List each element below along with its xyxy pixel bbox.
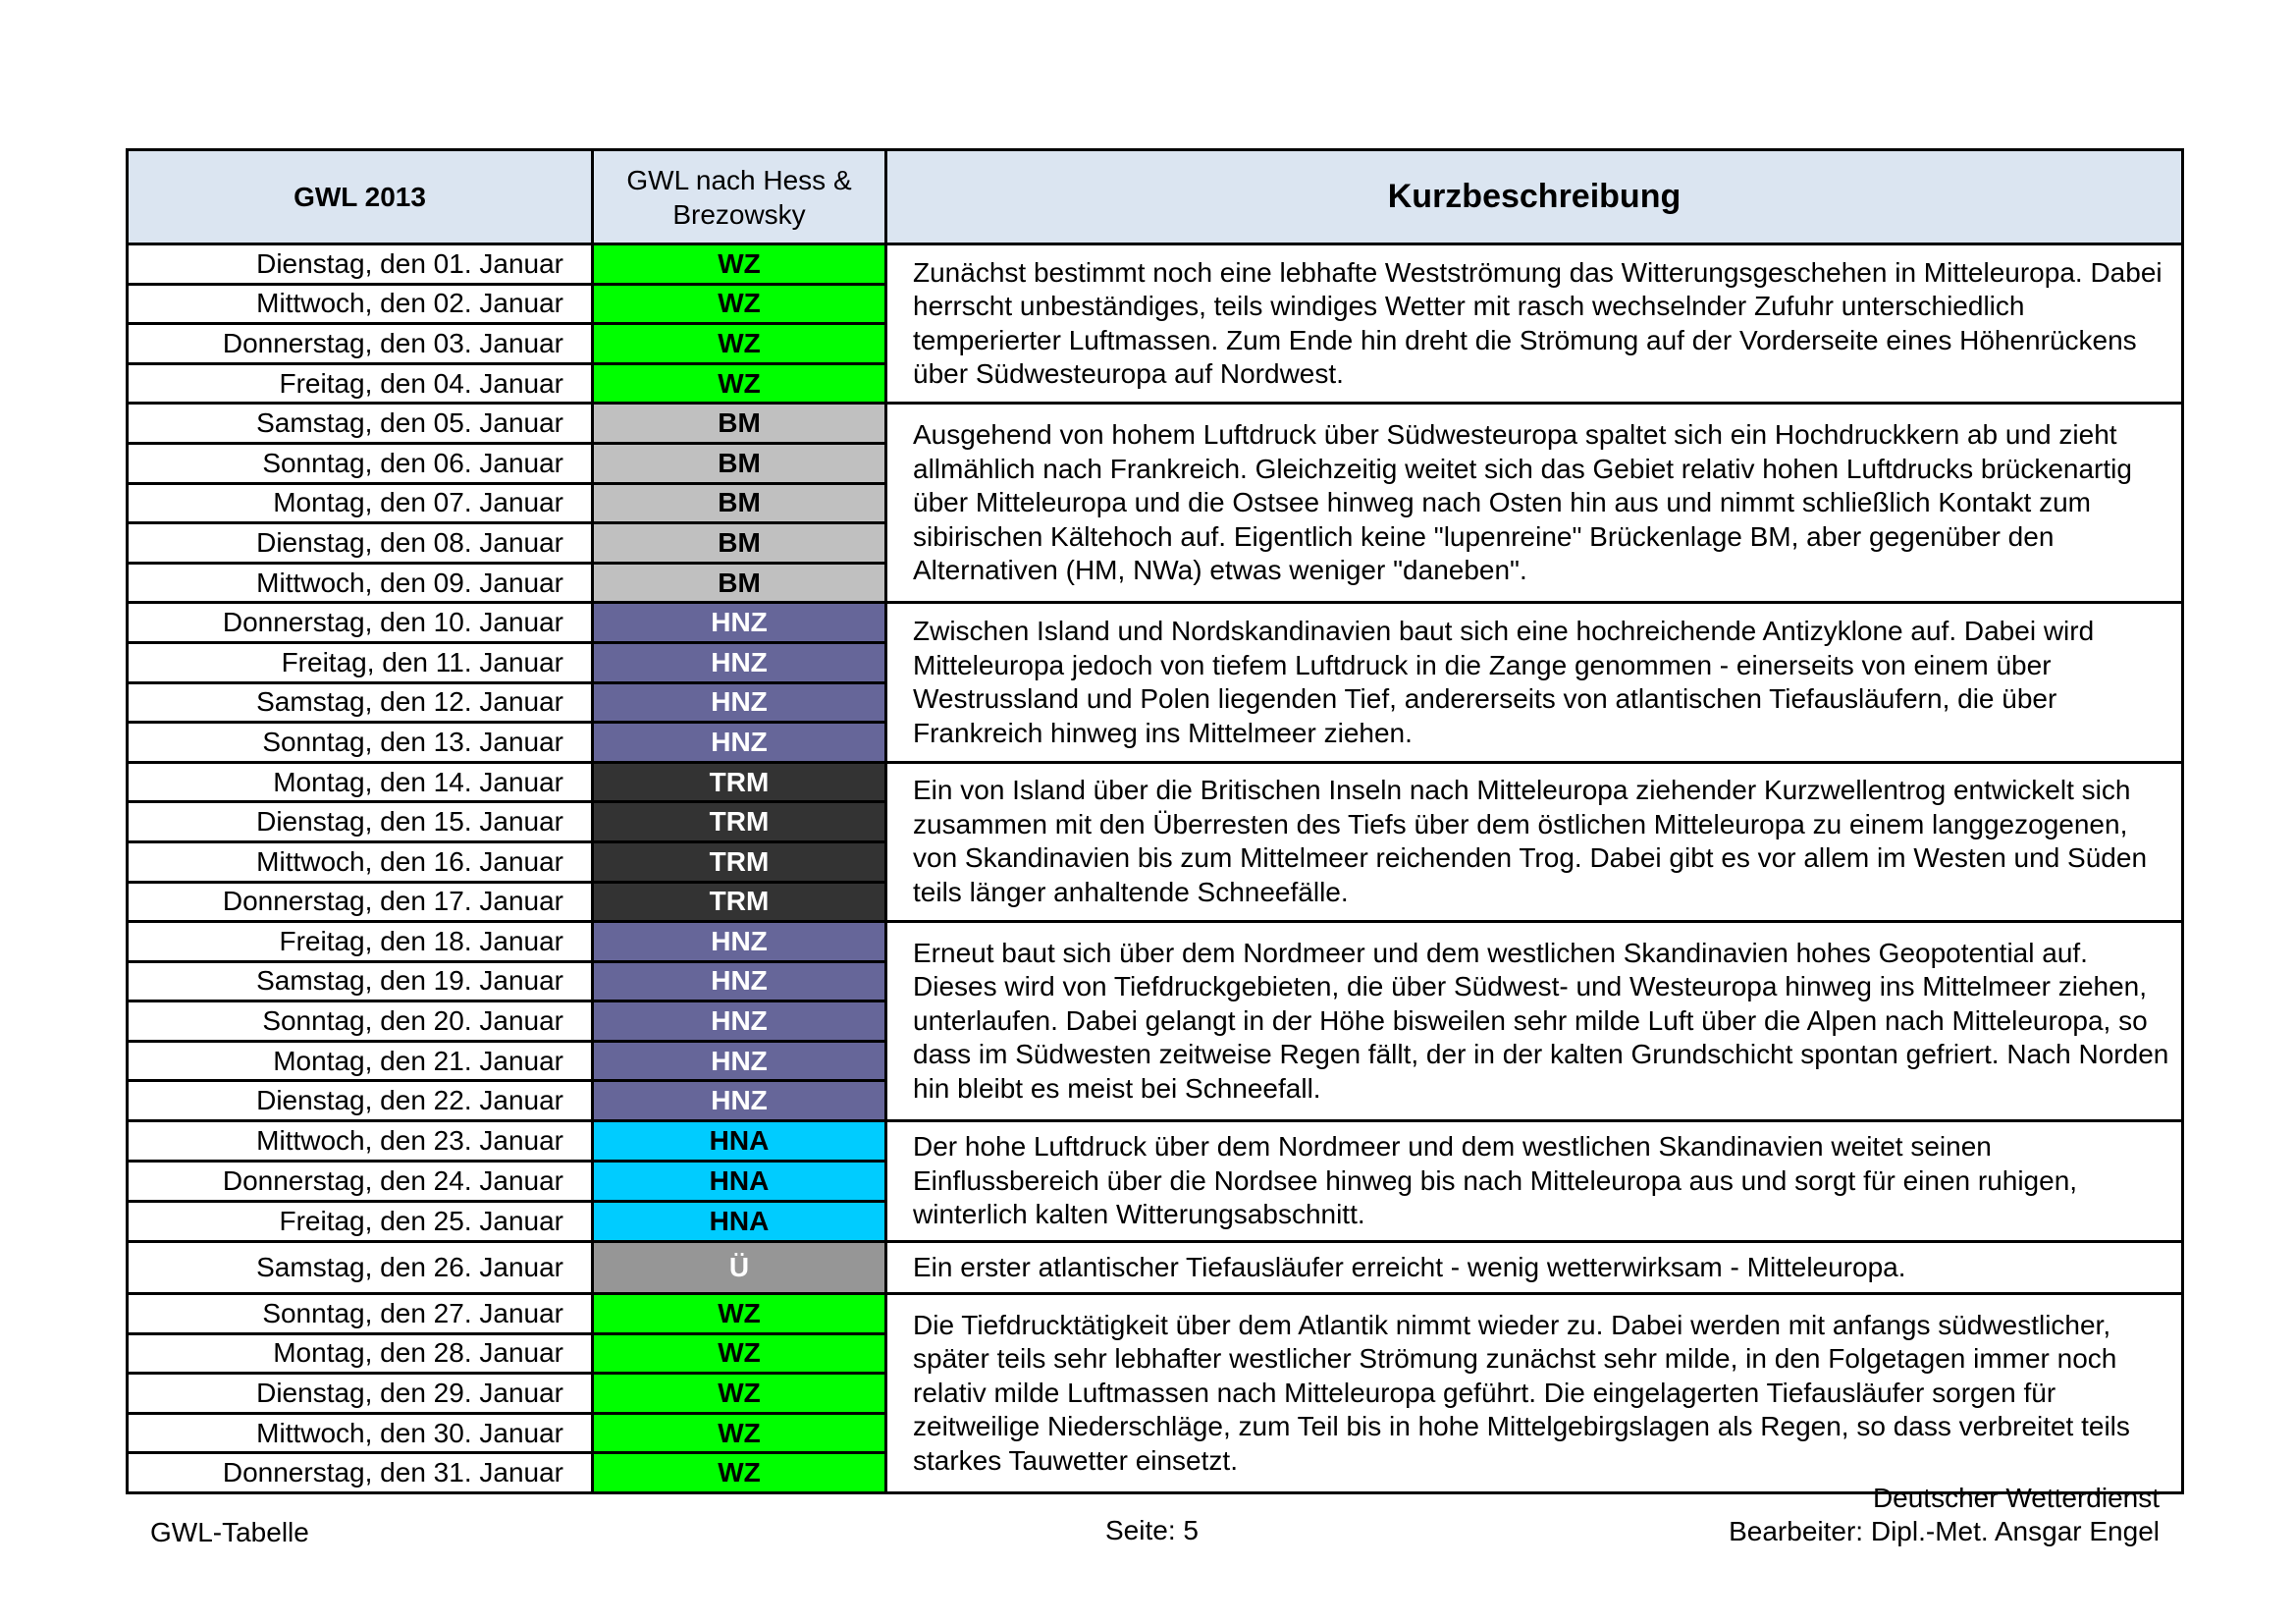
date-cell: Samstag, den 26. Januar — [128, 1241, 593, 1294]
gwl-code-cell: HNA — [593, 1161, 886, 1201]
date-cell: Montag, den 21. Januar — [128, 1041, 593, 1081]
description-cell: Ein von Island über die Britischen Inseln nach Mitteleuropa ziehender Kurzwellentrog entwickelt sich zusammen mit den Überresten des Tiefs über dem östlichen Mitteleuropa zu einem langgezogenen, von Skandinavien bis zum Mittelmeer reichenden Trog. Dabei gibt es vor allem im Westen und Süden teils länger anhaltende Schneefälle. — [886, 762, 2183, 921]
date-cell: Donnerstag, den 31. Januar — [128, 1453, 593, 1493]
date-cell: Dienstag, den 01. Januar — [128, 244, 593, 285]
description-cell: Zunächst bestimmt noch eine lebhafte Westströmung das Witterungsgeschehen in Mitteleuropa. Dabei herrscht unbeständiges, teils windiges Wetter mit rasch wechselnder Zufuhr unterschiedlich temperierter Luftmassen. Zum Ende hin dreht die Strömung auf der Vorderseite eines Höhenrückens über Südwesteuropa auf Nordwest. — [886, 244, 2183, 404]
gwl-code-cell: HNZ — [593, 642, 886, 682]
gwl-code-cell: WZ — [593, 284, 886, 324]
date-cell: Dienstag, den 08. Januar — [128, 523, 593, 564]
date-cell: Mittwoch, den 02. Januar — [128, 284, 593, 324]
header-gwl: GWL nach Hess & Brezowsky — [593, 150, 886, 244]
table-row — [128, 404, 2183, 444]
footer-page-number: Seite: 5 — [1105, 1515, 1199, 1545]
date-cell: Dienstag, den 15. Januar — [128, 802, 593, 842]
gwl-code-cell: WZ — [593, 324, 886, 364]
date-cell: Freitag, den 25. Januar — [128, 1201, 593, 1241]
date-cell: Montag, den 14. Januar — [128, 762, 593, 802]
description-cell: Erneut baut sich über dem Nordmeer und dem westlichen Skandinavien hohes Geopotential auf. Dieses wird von Tiefdruckgebieten, die über Südwest- und Westeuropa hinweg ins Mittelmeer ziehen, unterlaufen. Dabei gelangt in der Höhe bisweilen sehr milde Luft über die Alpen nach Mitteleuropa, so dass im Südwesten zeitweise Regen fällt, der in der kalten Grundschicht spontan gefriert. Nach Norden hin bleibt es meist bei Schneefall. — [886, 922, 2183, 1121]
footer-editor: Bearbeiter: Dipl.-Met. Ansgar Engel — [1729, 1516, 2160, 1546]
table-row — [128, 1241, 2183, 1294]
gwl-code-cell: WZ — [593, 1453, 886, 1493]
gwl-code-cell: TRM — [593, 762, 886, 802]
table-row — [128, 603, 2183, 643]
gwl-code-cell: HNA — [593, 1121, 886, 1162]
gwl-code-cell: TRM — [593, 841, 886, 882]
description-cell: Der hohe Luftdruck über dem Nordmeer und dem westlichen Skandinavien weitet seinen Einflussbereich über die Nordsee hinweg bis nach Mitteleuropa aus und sorgt für einen ruhigen, winterlich kalten Witterungsabschnitt. — [886, 1121, 2183, 1242]
gwl-code-cell: BM — [593, 404, 886, 444]
date-cell: Sonntag, den 13. Januar — [128, 723, 593, 763]
date-cell: Donnerstag, den 24. Januar — [128, 1161, 593, 1201]
table-row — [128, 922, 2183, 962]
gwl-code-cell: BM — [593, 523, 886, 564]
gwl-code-cell: HNA — [593, 1201, 886, 1241]
gwl-code-cell: Ü — [593, 1241, 886, 1294]
gwl-code-cell: WZ — [593, 1374, 886, 1414]
gwl-code-cell: BM — [593, 483, 886, 523]
date-cell: Donnerstag, den 03. Januar — [128, 324, 593, 364]
date-cell: Samstag, den 19. Januar — [128, 961, 593, 1001]
table-body — [128, 244, 2183, 1493]
gwl-code-cell: WZ — [593, 1333, 886, 1374]
gwl-table — [126, 148, 2184, 1494]
date-cell: Freitag, den 04. Januar — [128, 363, 593, 404]
footer-doc-title: GWL-Tabelle — [150, 1517, 309, 1547]
date-cell: Mittwoch, den 30. Januar — [128, 1413, 593, 1453]
date-cell: Donnerstag, den 17. Januar — [128, 882, 593, 922]
gwl-code-cell: HNZ — [593, 603, 886, 643]
gwl-code-cell: TRM — [593, 882, 886, 922]
gwl-code-cell: TRM — [593, 802, 886, 842]
date-cell: Sonntag, den 06. Januar — [128, 443, 593, 483]
gwl-code-cell: HNZ — [593, 1041, 886, 1081]
description-cell: Die Tiefdrucktätigkeit über dem Atlantik nimmt wieder zu. Dabei werden mit anfangs südwestlicher, später teils sehr lebhafter westlicher Strömung zunächst sehr milde, in den Folgetagen immer noch relativ milde Luftmassen nach Mitteleuropa geführt. Die eingelagerten Tiefausläufer sorgen für zeitweilige Niederschläge, zum Teil bis in hohe Mittelgebirgslagen als Regen, so dass verbreitet teils starkes Tauwetter einsetzt. — [886, 1294, 2183, 1493]
date-cell: Mittwoch, den 23. Januar — [128, 1121, 593, 1162]
gwl-code-cell: HNZ — [593, 723, 886, 763]
date-cell: Freitag, den 11. Januar — [128, 642, 593, 682]
table-row — [128, 244, 2183, 285]
description-cell: Ausgehend von hohem Luftdruck über Südwesteuropa spaltet sich ein Hochdruckkern ab und zieht allmählich nach Frankreich. Gleichzeitig weitet sich das Gebiet relativ hohen Luftdrucks brückenartig über Mitteleuropa und die Ostsee hinweg nach Osten hin aus und nimmt schließlich Kontakt zum sibirischen Kältehoch auf. Eigentlich keine "lupenreine" Brückenlage BM, aber gegenüber den Alternativen (HM, NWa) etwas weniger "daneben". — [886, 404, 2183, 603]
date-cell: Sonntag, den 27. Januar — [128, 1294, 593, 1334]
date-cell: Samstag, den 12. Januar — [128, 682, 593, 723]
date-cell: Montag, den 07. Januar — [128, 483, 593, 523]
date-cell: Montag, den 28. Januar — [128, 1333, 593, 1374]
gwl-code-cell: WZ — [593, 1413, 886, 1453]
gwl-code-cell: HNZ — [593, 1081, 886, 1121]
table-row — [128, 1294, 2183, 1334]
date-cell: Dienstag, den 22. Januar — [128, 1081, 593, 1121]
gwl-code-cell: WZ — [593, 244, 886, 285]
gwl-code-cell: BM — [593, 443, 886, 483]
footer-organization: Deutscher Wetterdienst — [1872, 1483, 2160, 1513]
gwl-code-cell: BM — [593, 563, 886, 603]
table-row — [128, 1121, 2183, 1162]
table-row — [128, 762, 2183, 802]
header-description: Kurzbeschreibung — [886, 150, 2183, 244]
gwl-code-cell: WZ — [593, 363, 886, 404]
date-cell: Freitag, den 18. Januar — [128, 922, 593, 962]
gwl-code-cell: HNZ — [593, 1001, 886, 1042]
date-cell: Mittwoch, den 16. Januar — [128, 841, 593, 882]
date-cell: Samstag, den 05. Januar — [128, 404, 593, 444]
date-cell: Sonntag, den 20. Januar — [128, 1001, 593, 1042]
header-row — [128, 150, 2183, 244]
gwl-code-cell: HNZ — [593, 682, 886, 723]
description-cell: Zwischen Island und Nordskandinavien baut sich eine hochreichende Antizyklone auf. Dabei wird Mitteleuropa jedoch von tiefem Luftdruck in die Zange genommen - einerseits von einem über Westrussland und Polen liegenden Tief, andererseits von atlantischen Tiefausläufern, die über Frankreich hinweg ins Mittelmeer ziehen. — [886, 603, 2183, 762]
gwl-code-cell: HNZ — [593, 922, 886, 962]
date-cell: Dienstag, den 29. Januar — [128, 1374, 593, 1414]
date-cell: Mittwoch, den 09. Januar — [128, 563, 593, 603]
footer-credits — [1729, 1482, 2160, 1548]
gwl-code-cell: HNZ — [593, 961, 886, 1001]
header-year: GWL 2013 — [128, 150, 593, 244]
gwl-code-cell: WZ — [593, 1294, 886, 1334]
date-cell: Donnerstag, den 10. Januar — [128, 603, 593, 643]
description-cell: Ein erster atlantischer Tiefausläufer erreicht - wenig wetterwirksam - Mitteleuropa. — [886, 1241, 2183, 1294]
